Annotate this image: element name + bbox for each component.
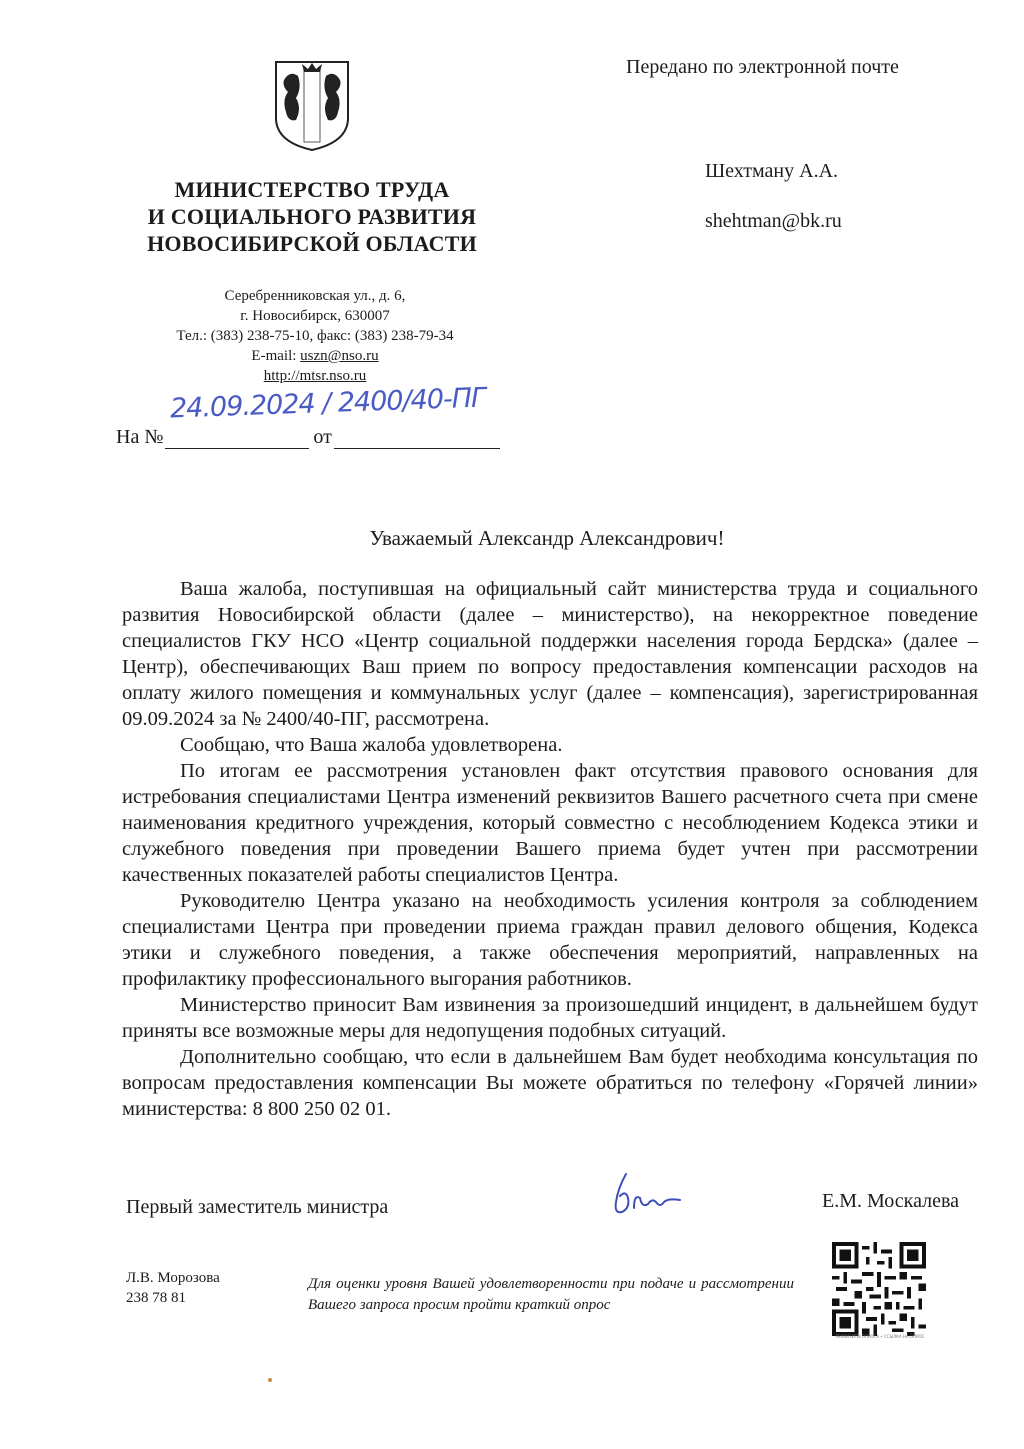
paper-speck bbox=[268, 1378, 272, 1382]
executor-block bbox=[126, 1268, 220, 1308]
phone-fax: Тел.: (383) 238-75-10, факс: (383) 238-79-34 bbox=[176, 328, 454, 344]
recipient-name: Шехтману А.А. bbox=[705, 160, 839, 182]
signatory-title: Первый заместитель министра bbox=[126, 1196, 389, 1218]
reference-date-blank bbox=[334, 426, 500, 449]
ministry-name-line: МИНИСТЕРСТВО ТРУДА bbox=[174, 177, 450, 202]
ministry-name-line: НОВОСИБИРСКОЙ ОБЛАСТИ bbox=[147, 231, 477, 256]
ot-label: от bbox=[313, 426, 332, 448]
body-paragraph: Министерство приносит Вам извинения за произошедший инцидент, в дальнейшем будут приняты все возможные меры для недопущения подобных ситуаций. bbox=[122, 994, 978, 1042]
email-row bbox=[140, 346, 490, 366]
body-paragraph: Сообщаю, что Ваша жалоба удовлетворена. bbox=[180, 734, 563, 756]
greeting: Уважаемый Александр Александрович! bbox=[369, 526, 725, 550]
qr-caption: РЕКВИЗИТЫ ОПРОСА • ССЫЛКА НА ОПРОС bbox=[835, 1334, 925, 1339]
coat-of-arms-emblem bbox=[274, 60, 350, 152]
na-label: На № bbox=[116, 426, 164, 448]
body-paragraph: Дополнительно сообщаю, что если в дальнейшем Вам будет необходима консультация по вопросам предоставления компенсации Вы можете обратиться по телефону «Горячей линии» министерства: 8 800 250 02 01. bbox=[122, 1046, 978, 1120]
body-paragraph: По итогам ее рассмотрения установлен факт отсутствия правового основания для истребования специалистами Центра изменений реквизитов Вашего расчетного счета при смене наименования кредитного учреждения, который совместно с несоблюдением Кодекса этики и служебного поведения при проведении Вашего приема будет учтен при рассмотрении качественных показателей работы специалистов Центра. bbox=[122, 760, 978, 886]
reference-number-blank bbox=[165, 426, 309, 449]
signatory-name: Е.М. Москалева bbox=[822, 1190, 960, 1212]
reference-line bbox=[116, 426, 500, 449]
body-paragraph: Руководителю Центра указано на необходимость усиления контроля за соблюдением специалистами Центра при проведении приема граждан правил делового общения, Кодекса этики и служебного поведения, а также обеспечения мероприятий, направленных на профилактику профессионального выгорания работников. bbox=[122, 890, 978, 990]
ministry-name bbox=[112, 176, 512, 257]
address-street: Серебренниковская ул., д. 6, bbox=[224, 288, 406, 304]
survey-note: Для оценки уровня Вашей удовлетворенности при подаче и рассмотрении Вашего запроса просим пройти краткий опрос bbox=[308, 1276, 794, 1313]
ministry-name-line: И СОЦИАЛЬНОГО РАЗВИТИЯ bbox=[147, 204, 477, 229]
letter-body bbox=[122, 576, 978, 1122]
survey-qr-code[interactable] bbox=[832, 1242, 926, 1336]
website-row bbox=[140, 366, 490, 386]
sender-address-block bbox=[140, 286, 490, 386]
recipient-email: shehtman@bk.ru bbox=[705, 210, 842, 232]
executor-name: Л.В. Морозова bbox=[126, 1270, 220, 1286]
address-city: г. Новосибирск, 630007 bbox=[240, 308, 390, 324]
sender-email-link[interactable]: uszn@nso.ru bbox=[300, 348, 379, 364]
email-label: E-mail: bbox=[251, 348, 301, 364]
executor-phone: 238 78 81 bbox=[126, 1290, 186, 1306]
website-link[interactable]: http://mtsr.nso.ru bbox=[263, 368, 367, 384]
handwritten-registration-number: 24.09.2024 / 2400/40-ПГ bbox=[169, 382, 486, 425]
delivery-note: Передано по электронной почте bbox=[626, 56, 899, 78]
body-paragraph: Ваша жалоба, поступившая на официальный сайт министерства труда и социального развития Новосибирской области (далее – министерство), на некорректное поведение специалистов ГКУ НСО «Центр социальной поддержки населения города Бердска» (далее – Центр), обеспечивающих Ваш прием по вопросу предоставления компенсации расходов на оплату жилого помещения и коммунальных услуг (далее – компенсация), зарегистрированная 09.09.2024 за № 2400/40-ПГ, рассмотрена. bbox=[122, 578, 978, 730]
handwritten-signature bbox=[604, 1168, 684, 1224]
